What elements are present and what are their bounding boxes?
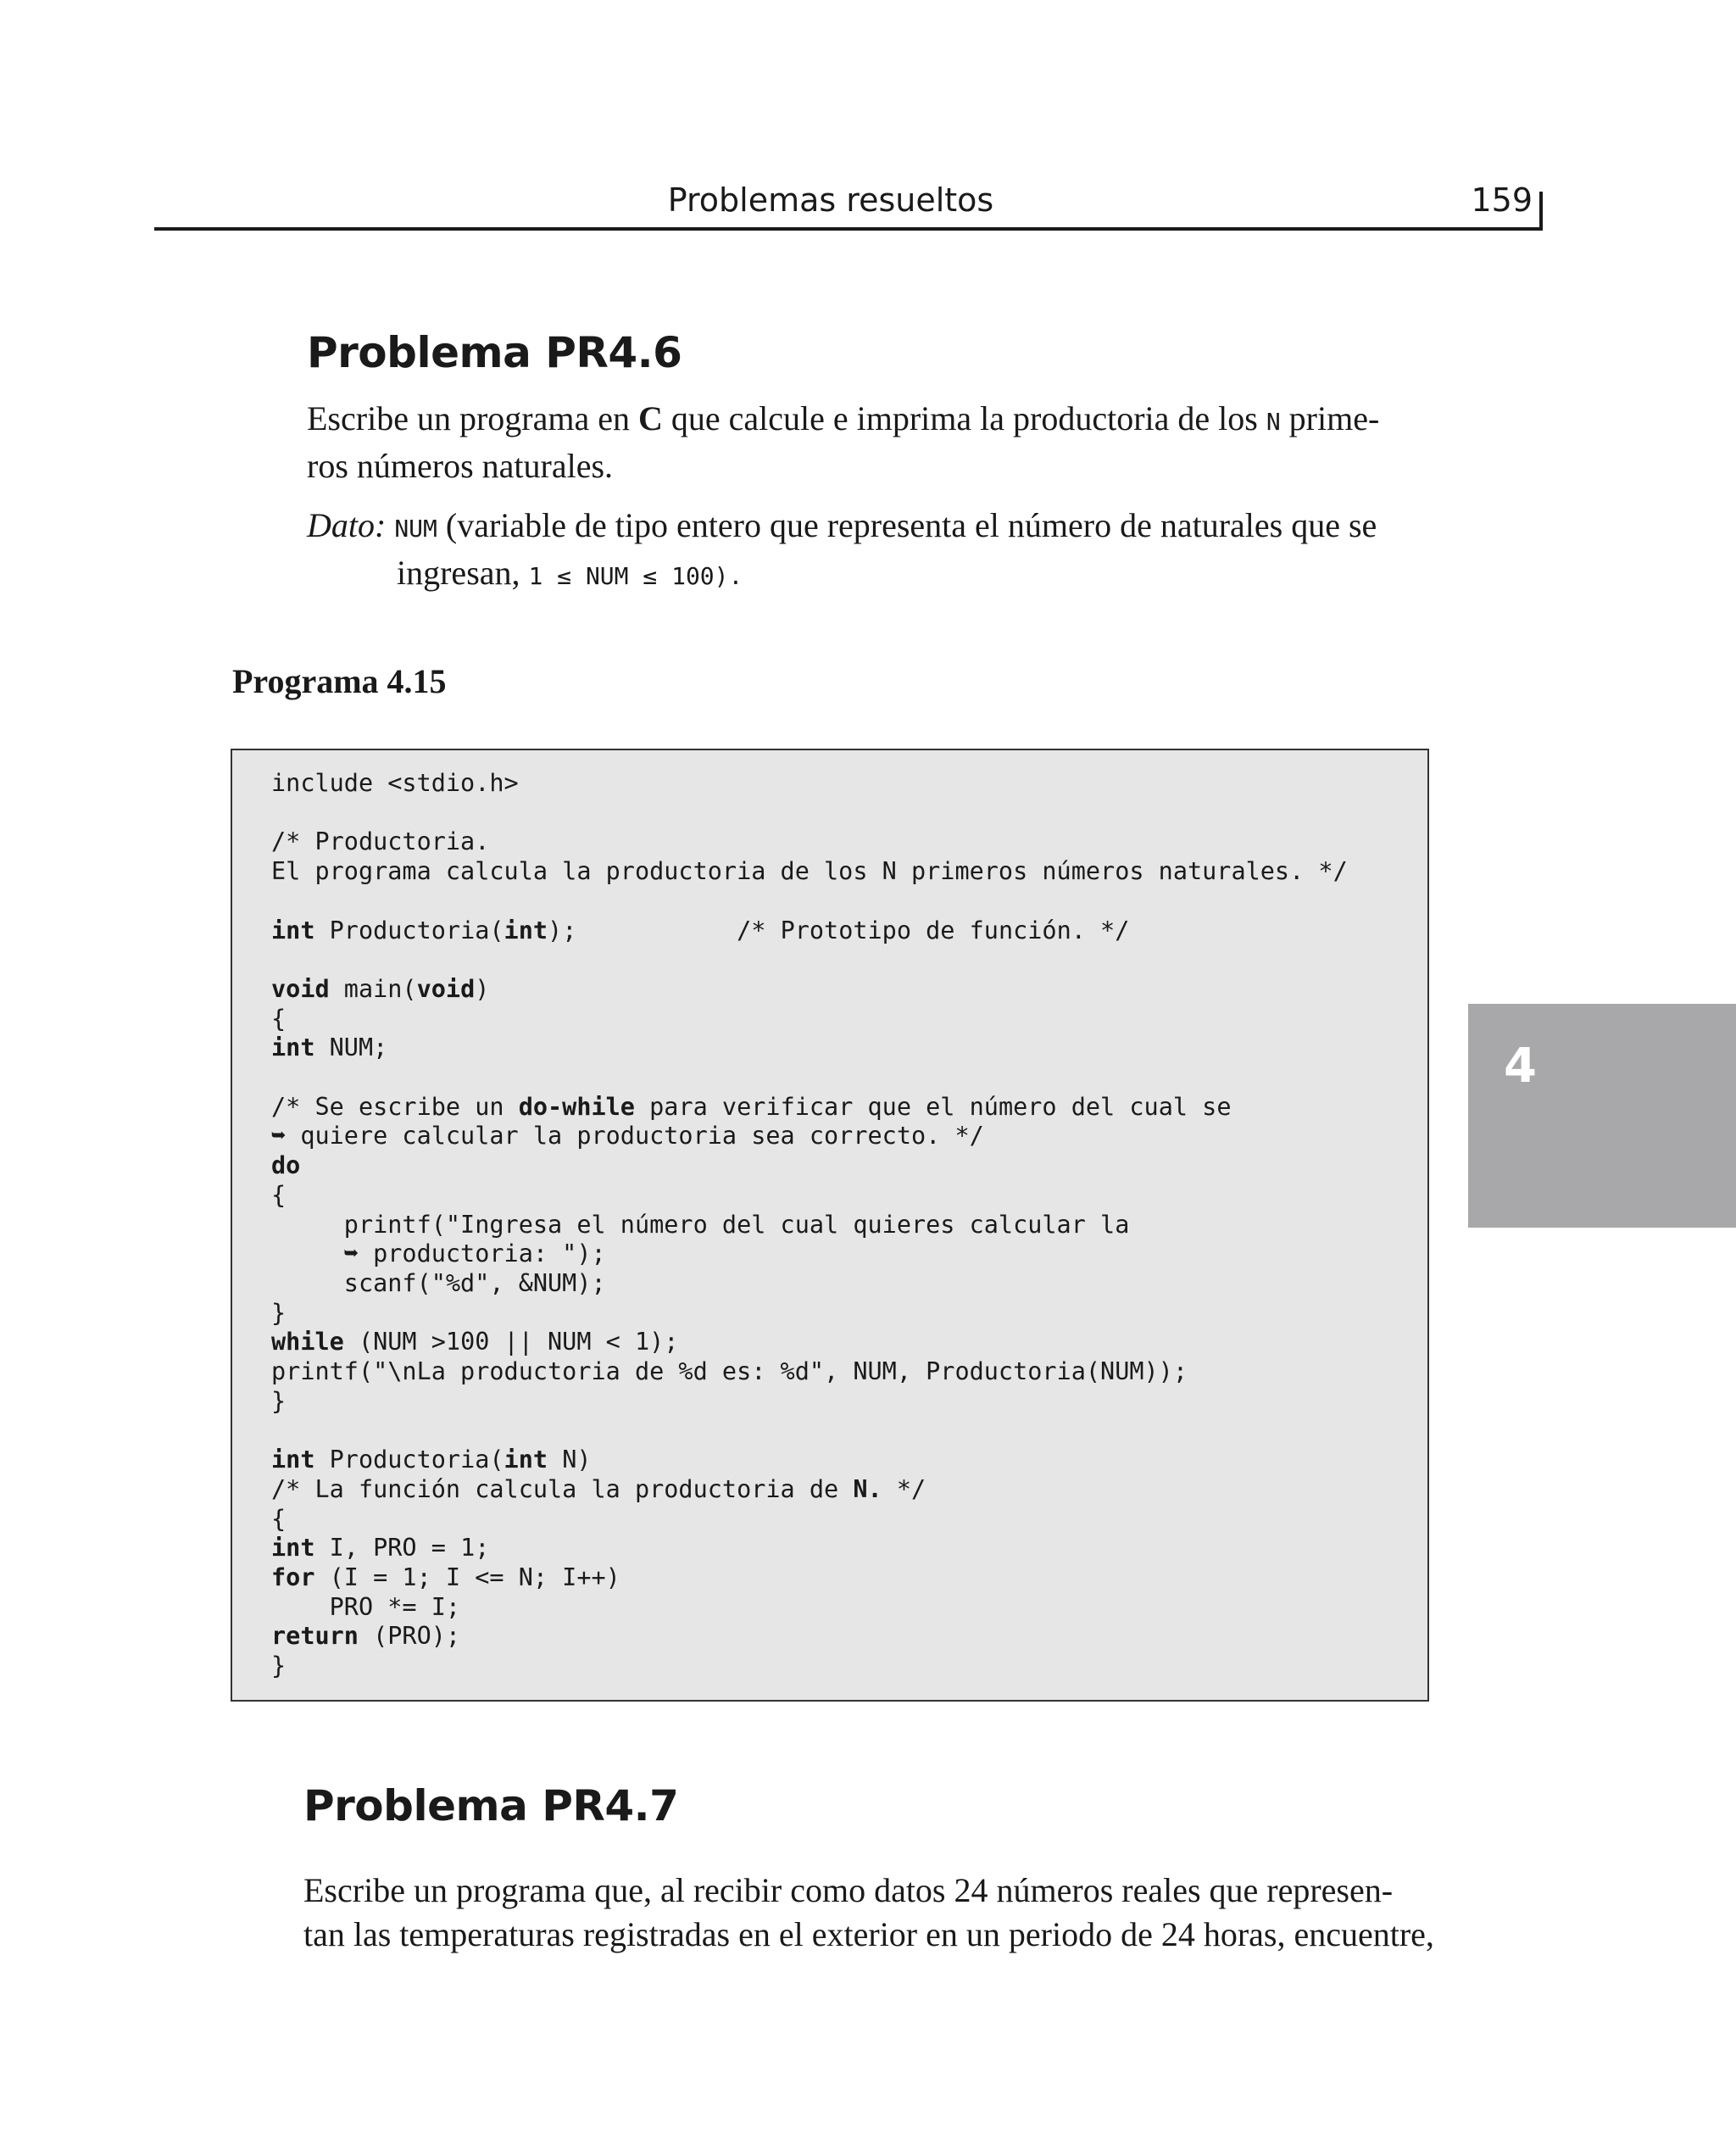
dato-range: 1 ≤ NUM ≤ 100).	[528, 562, 743, 590]
code-line	[271, 799, 1348, 828]
running-title: Problemas resueltos	[667, 181, 994, 219]
dato-description	[307, 504, 1434, 599]
code-line: {	[271, 1180, 287, 1209]
statement-text: Escribe un programa en	[307, 399, 638, 437]
code-line: PRO *= I;	[271, 1592, 461, 1621]
code-line: int Productoria(int N)	[271, 1446, 592, 1474]
code-line: include <stdio.h>	[271, 769, 519, 797]
code-line: return (PRO);	[271, 1622, 461, 1651]
code-line: do	[271, 1151, 301, 1180]
header-rule	[154, 227, 1543, 231]
problem-heading-pr4-7: Problema PR4.7	[303, 1781, 679, 1830]
statement-text: prime-	[1280, 399, 1380, 437]
dato-variable: NUM	[394, 515, 437, 543]
code-line: printf("\nLa productoria de %d es: %d", NUM, Productoria(NUM));	[271, 1357, 1188, 1386]
statement-text: Escribe un programa que, al recibir como datos 24 números reales que represen-	[303, 1871, 1394, 1909]
problem-statement-pr4-7	[303, 1869, 1439, 1957]
code-line: {	[271, 1004, 287, 1033]
code-line: /* La función calcula la productoria de N. */	[271, 1474, 926, 1503]
language-name: C	[637, 399, 663, 437]
code-listing-box	[231, 749, 1429, 1702]
code-line: }	[271, 1298, 287, 1327]
code-line: }	[271, 1386, 287, 1415]
code-line: int NUM;	[271, 1033, 388, 1062]
code-line	[271, 1416, 1348, 1446]
dato-label: Dato:	[307, 506, 387, 544]
code-line: {	[271, 1504, 287, 1533]
statement-text: ros números naturales.	[307, 447, 614, 485]
code-line: El programa calcula la productoria de los N primeros números naturales. */	[271, 857, 1348, 886]
code-line: void main(void)	[271, 974, 490, 1003]
problem-statement-pr4-6	[307, 397, 1434, 488]
page-number: 159	[1471, 181, 1533, 219]
statement-text: que calcule e imprima la productoria de los	[662, 399, 1266, 437]
problem-heading-pr4-6: Problema PR4.6	[307, 328, 682, 377]
code-line	[271, 887, 1348, 916]
code-line	[271, 1063, 1348, 1093]
code-line: }	[271, 1652, 287, 1680]
chapter-tab	[1468, 1004, 1736, 1228]
header-tick	[1539, 192, 1543, 231]
dato-text: ingresan,	[397, 554, 529, 592]
statement-text: tan las temperaturas registradas en el exterior en un periodo de 24 horas, encuentre,	[303, 1915, 1434, 1953]
code-line: int I, PRO = 1;	[271, 1534, 490, 1563]
dato-text: (variable de tipo entero que representa el número de naturales que se	[437, 506, 1377, 544]
variable-name: N	[1266, 408, 1281, 436]
code-line	[271, 945, 1348, 975]
code-line: /* Se escribe un do-while para verificar que el número del cual se	[271, 1092, 1232, 1121]
code-line: ➥ productoria: ");	[271, 1240, 606, 1268]
code-line: int Productoria(int); /* Prototipo de función. */	[271, 916, 1130, 944]
program-label: Programa 4.15	[232, 662, 447, 700]
code-line: ➥ quiere calcular la productoria sea correcto. */	[271, 1122, 984, 1150]
code-listing	[271, 769, 1348, 1681]
code-line: /* Productoria.	[271, 827, 490, 856]
code-line: scanf("%d", &NUM);	[271, 1268, 606, 1297]
code-line: printf("Ingresa el número del cual quieres calcular la	[271, 1210, 1130, 1239]
code-line: for (I = 1; I <= N; I++)	[271, 1563, 620, 1591]
chapter-number: 4	[1504, 1039, 1537, 1094]
code-line: while (NUM >100 || NUM < 1);	[271, 1328, 679, 1357]
